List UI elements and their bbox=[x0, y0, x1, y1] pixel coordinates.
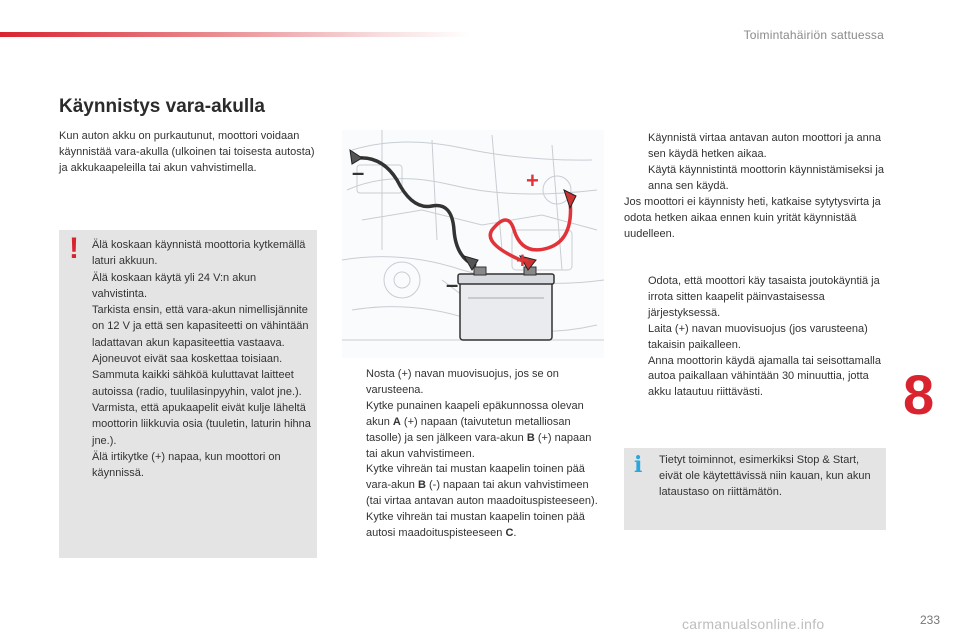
page-title: Käynnistys vara-akulla bbox=[59, 96, 265, 117]
step-text: Kytke vihreän tai mustan kaapelin toinen pää vara-akun bbox=[366, 463, 585, 492]
step-item bbox=[344, 510, 600, 542]
step-text: Kytke punainen kaapeli epäkunnossa olevan akun bbox=[366, 399, 584, 428]
retry-paragraph: Jos moottori ei käynnisty heti, katkaise sytytysvirta ja odota hetken aikaa ennen kuin yrität käynnistää uudelleen. bbox=[624, 196, 881, 240]
step-text: Kytke vihreän tai mustan kaapelin toinen pää autosi maadoituspisteeseen bbox=[366, 511, 585, 540]
chapter-number: 8 bbox=[903, 363, 935, 426]
header-accent-bar bbox=[0, 32, 470, 37]
plus-label-top: + bbox=[526, 168, 539, 193]
info-icon: i bbox=[634, 452, 643, 478]
warning-line: Älä koskaan käynnistä moottoria kytkemällä laturi akkuun. bbox=[92, 239, 306, 268]
step-text: . bbox=[513, 527, 517, 540]
step-text: Odota, että moottori käy tasaista joutokäyntiä ja irrota sitten kaapelit päinvastaisessa järjestyksessä. bbox=[648, 275, 880, 319]
step-item bbox=[624, 322, 886, 354]
battery bbox=[458, 267, 554, 340]
step-text: Käytä käynnistintä moottorin käynnistämiseksi ja anna sen käydä. bbox=[648, 164, 884, 192]
step-text: Anna moottorin käydä ajamalla tai seisottamalla autoa paikallaan vähintään 30 minuuttia, jotta akku latautuu riittävästi. bbox=[648, 354, 881, 399]
warning-line: Älä irtikytke (+) napaa, kun moottori on käynnissä. bbox=[92, 450, 281, 480]
step-text: (-) napaan tai akun vahvistimeen (tai virtaa antavan auton maadoituspisteeseen). bbox=[366, 479, 598, 508]
minus-label-top: – bbox=[352, 160, 365, 185]
step-item bbox=[624, 162, 886, 194]
start-instructions bbox=[624, 130, 886, 242]
warning-line: Sammuta kaikki sähköä kuluttavat laitteet autoissa (radio, tuulilasinpyyhin, valot jne.). bbox=[92, 369, 302, 398]
section-header: Toimintahäiriön sattuessa bbox=[743, 28, 884, 42]
plus-label-battery: + bbox=[516, 248, 529, 273]
battery-b-label: B bbox=[526, 431, 535, 444]
step-item bbox=[624, 354, 886, 402]
watermark: carmanualsonline.info bbox=[682, 616, 825, 632]
warning-line: Ajoneuvot eivät saa koskettaa toisiaan. bbox=[92, 353, 283, 366]
step-text: (+) napaan tai akun vahvistimeen. bbox=[366, 431, 592, 460]
intro-paragraph: Kun auton akku on purkautunut, moottori voidaan käynnistää vara-akulla (ulkoinen tai toisesta autosta) ja akkukaapeleilla tai akun vahvistimella. bbox=[59, 130, 315, 174]
step-item bbox=[624, 274, 886, 322]
battery-a-label: A bbox=[392, 415, 401, 428]
step-item bbox=[344, 462, 600, 510]
step-text: Nosta (+) navan muovisuojus, jos se on varusteena. bbox=[366, 368, 559, 396]
connection-steps bbox=[344, 367, 600, 542]
warning-line: Varmista, että apukaapelit eivät kulje läheltä moottorin liikkuvia osia (tuuletin, laturin hihna jne.). bbox=[92, 401, 311, 447]
step-item bbox=[624, 130, 886, 162]
minus-label-battery: – bbox=[446, 272, 459, 297]
info-box bbox=[624, 448, 886, 530]
info-text: Tietyt toiminnot, esimerkiksi Stop & Start, eivät ole käytettävissä niin kauan, kun akun lataustaso on riittämätön. bbox=[659, 454, 871, 498]
ground-point-c-label: C bbox=[505, 527, 514, 540]
step-text: (+) napaan (taivutetun metalliosan tasolle) ja sen jälkeen vara-akun bbox=[366, 415, 571, 444]
jump-start-illustration bbox=[342, 130, 604, 358]
warning-text bbox=[92, 237, 314, 481]
step-item bbox=[344, 399, 600, 463]
step-text: Laita (+) navan muovisuojus (jos varusteena) takaisin paikalleen. bbox=[648, 322, 868, 351]
battery-b-label: B bbox=[417, 479, 426, 492]
step-text: Käynnistä virtaa antavan auton moottori ja anna sen käydä hetken aikaa. bbox=[648, 132, 881, 160]
warning-line: Älä koskaan käytä yli 24 V:n akun vahvistinta. bbox=[92, 271, 257, 300]
page-number: 233 bbox=[919, 613, 940, 627]
step-item bbox=[344, 367, 600, 399]
warning-icon: ! bbox=[69, 232, 79, 265]
warning-box bbox=[59, 230, 317, 558]
disconnect-instructions bbox=[624, 274, 886, 401]
warning-line: Tarkista ensin, että vara-akun nimellisjännite on 12 V ja että sen kapasiteetti on vähintään ladattavan akun kapasiteettia vastaava. bbox=[92, 304, 309, 349]
